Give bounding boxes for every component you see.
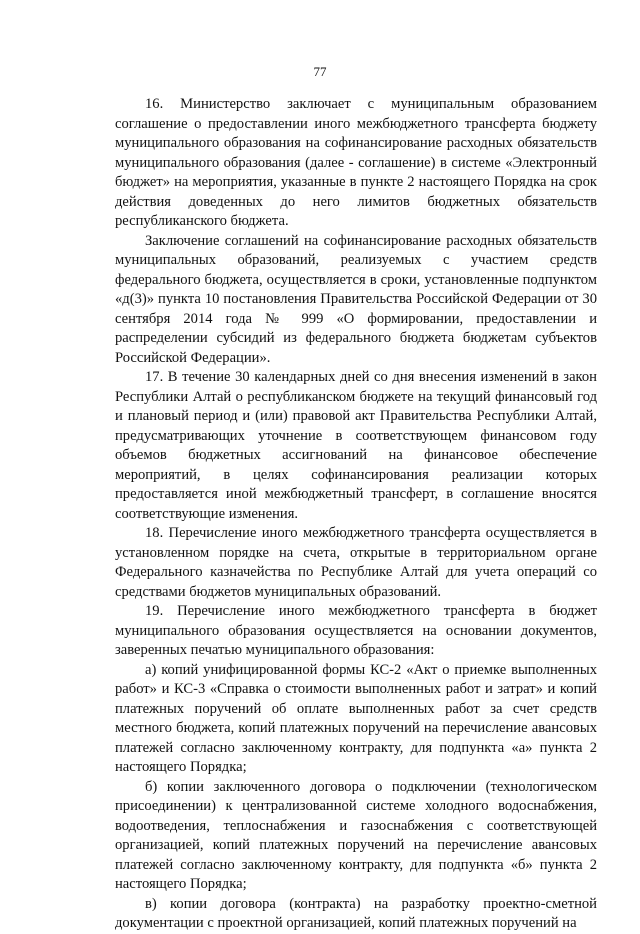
paragraph-17: 17. В течение 30 календарных дней со дня внесения изменений в закон Республики Алтай о республиканском бюджете на текущий финансовый год и плановый период и (или) правовой акт Правительства Республики Алтай, предусматривающих уточнение в соответствующем финансовом году объемов бюджетных ассигнований на финансовое обеспечение мероприятий, в целях софинансирования реализации которых предоставляется иной межбюджетный трансферт, в соглашение вносятся соответствующие изменения. [115,369,597,522]
paragraph-18: 18. Перечисление иного межбюджетного трансферта осуществляется в установленном порядке на счета, открытые в территориальном органе Федерального казначейства по Республике Алтай для учета операций со средствами бюджетов муниципальных образований. [115,525,597,600]
paragraph-16: 16. Министерство заключает с муниципальным образованием соглашение о предоставлении иного межбюджетного трансферта бюджету муниципального образования на софинансирование расходных обязательств муниципального образования (далее - соглашение) в системе «Электронный бюджет» на мероприятия, указанные в пункте 2 настоящего Порядка на срок действия доведенных до него лимитов бюджетных обязательств республиканского бюджета. [115,96,597,229]
page-number: 77 [313,64,327,79]
paragraph-19: 19. Перечисление иного межбюджетного трансферта в бюджет муниципального образования осуществляется на основании документов, заверенных печатью муниципального образования: [115,603,597,658]
paragraph-agreements: Заключение соглашений на софинансирование расходных обязательств муниципальных образований, реализуемых с участием средств федерального бюджета, осуществляется в сроки, установленные подпунктом «д(3)» пункта 10 постановления Правительства Российской Федерации от 30 сентября 2014 года № 999 «О формировании, предоставлении и распределении субсидий из федерального бюджета бюджетам субъектов Российской Федерации». [115,232,597,366]
paragraph-19-b: б) копии заключенного договора о подключении (технологическом присоединении) к централизованной системе холодного водоснабжения, водоотведения, теплоснабжения и газоснабжения с соответствующей организацией, копий платежных поручений на перечисление авансовых платежей согласно заключенному контракту, для подпункта «б» пункта 2 настоящего Порядка; [115,778,597,892]
document-body [115,95,597,934]
paragraph-19-a: а) копий унифицированной формы КС-2 «Акт о приемке выполненных работ» и КС-3 «Справка о стоимости выполненных работ и затрат» и копий платежных поручений об оплате выполненных работ за счет средств местного бюджета, копий платежных поручений на перечисление авансовых платежей согласно заключенному контракту, для подпункта «а» пункта 2 настоящего Порядка; [115,661,597,775]
paragraph-19-v: в) копии договора (контракта) на разработку проектно-сметной документации с проектной организацией, копий платежных поручений на [115,895,597,931]
